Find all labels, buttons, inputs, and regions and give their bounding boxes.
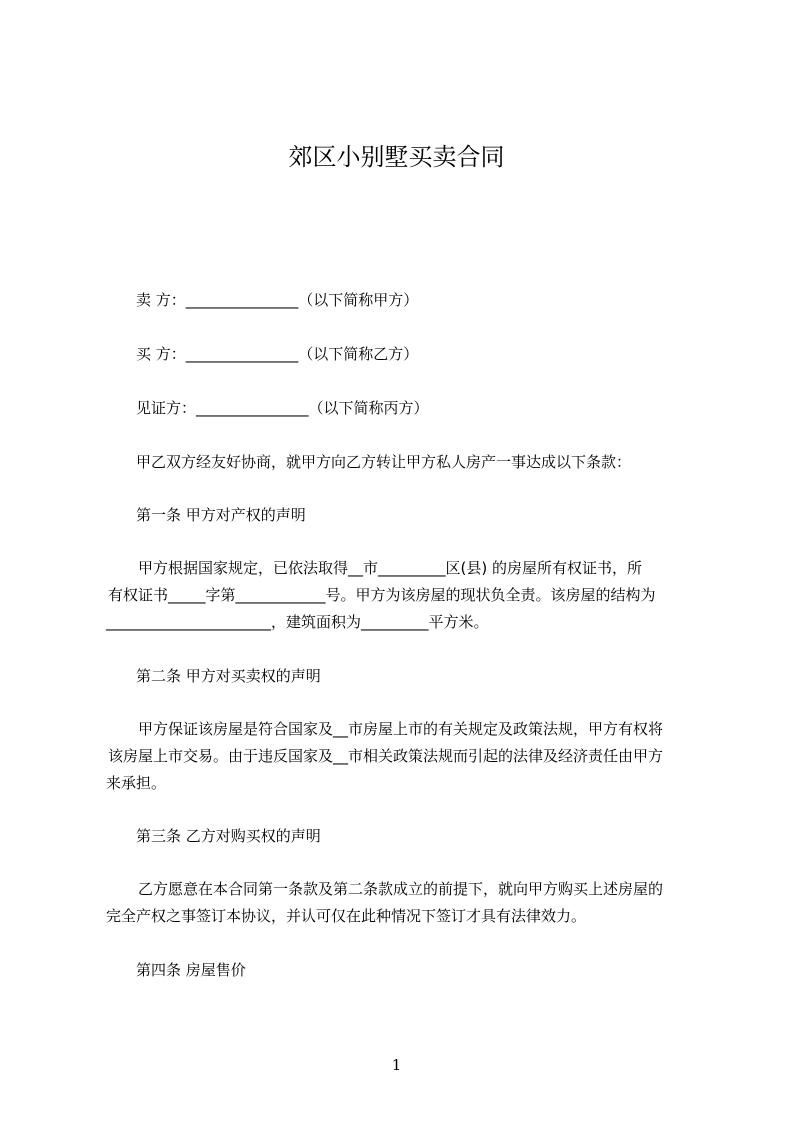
article-4-heading: 第四条 房屋售价 bbox=[136, 961, 246, 979]
article-3-heading: 第三条 乙方对购买权的声明 bbox=[136, 827, 321, 845]
article-3-line-1: 乙方愿意在本合同第一条款及第二条款成立的前提下，就向甲方购买上述房屋的 bbox=[138, 880, 664, 898]
article-2-line-1: 甲方保证该房屋是符合国家及__市房屋上市的有关规定及政策法规，甲方有权将 bbox=[138, 720, 664, 738]
buyer-line: 买 方：_______________（以下简称乙方） bbox=[136, 345, 419, 363]
article-2-line-2: 该房屋上市交易。由于违反国家及__市相关政策法规而引起的法律及经济责任由甲方 bbox=[108, 747, 664, 765]
seller-line: 卖 方：_______________（以下简称甲方） bbox=[136, 291, 419, 309]
article-2-heading: 第二条 甲方对买卖权的声明 bbox=[136, 667, 321, 685]
article-1-line-2: 有权证书_____字第____________号。甲方为该房屋的现状负全责。该房屋的结构为 bbox=[108, 586, 656, 604]
article-3-line-2: 完全产权之事签订本协议，并认可仅在此种情况下签订才具有法律效力。 bbox=[106, 907, 587, 925]
document-title: 郊区小别墅买卖合同 bbox=[288, 143, 505, 171]
page-number: 1 bbox=[391, 1056, 402, 1074]
article-1-line-3: ______________________，建筑面积为_________平方米。 bbox=[106, 613, 489, 631]
article-2-line-3: 来承担。 bbox=[106, 774, 167, 792]
article-1-line-1: 甲方根据国家规定，已依法取得__市_________区(县) 的房屋所有权证书，所 bbox=[138, 559, 642, 577]
article-1-heading: 第一条 甲方对产权的声明 bbox=[136, 506, 306, 524]
witness-line: 见证方：_______________（以下简称丙方） bbox=[136, 399, 429, 417]
intro-paragraph: 甲乙双方经友好协商，就甲方向乙方转让甲方私人房产一事达成以下条款： bbox=[136, 453, 632, 471]
